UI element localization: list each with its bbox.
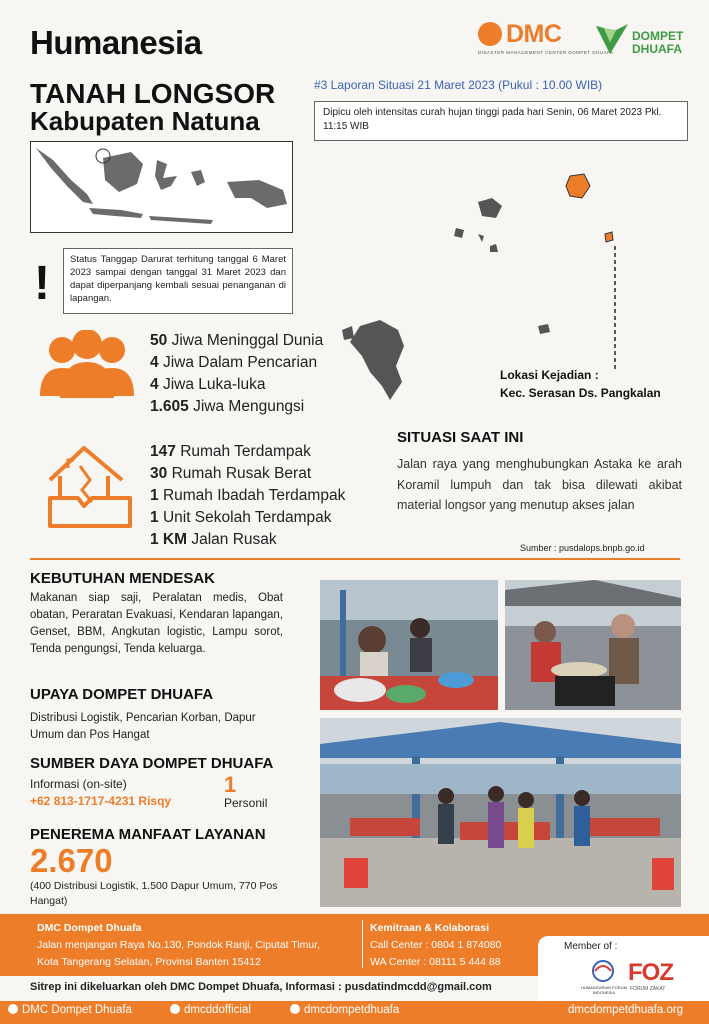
- damage-item: 1 KM Jalan Rusak: [150, 531, 277, 548]
- casualty-item: 50 Jiwa Meninggal Dunia: [150, 332, 324, 349]
- instagram-link[interactable]: dmcdompetdhuafa: [290, 1004, 399, 1016]
- hfi-logo: HUMANITARIAN FORUM INDONESIA: [578, 957, 628, 997]
- upaya-heading: UPAYA DOMPET DHUAFA: [30, 686, 214, 703]
- footer-divider: [362, 920, 363, 968]
- damage-item: 1 Unit Sekolah Terdampak: [150, 509, 332, 526]
- humanesia-logo: Humanesia: [30, 24, 202, 61]
- penerima-detail: (400 Distribusi Logistik, 1.500 Dapur Umum, 770 Pos Hangat): [30, 880, 278, 907]
- damage-item: 147 Rumah Terdampak: [150, 443, 311, 460]
- people-icon: [36, 330, 138, 398]
- facebook-link[interactable]: DMC Dompet Dhuafa: [8, 1004, 132, 1016]
- photo-shelter: [320, 718, 681, 907]
- sitrep-note: Sitrep ini dikeluarkan oleh DMC Dompet Dhuafa, Informasi : pusdatindmcdd@gmail.com: [30, 981, 492, 993]
- foz-logo: FOZ: [628, 959, 673, 986]
- kebutuhan-heading: KEBUTUHAN MENDESAK: [30, 570, 216, 587]
- status-box: Status Tanggap Darurat terhitung tanggal 6 Maret 2023 sampai dengan tanggal 31 Maret 2023 dan dapat diperpanjang kembali sesuai penanganan di lapangan.: [63, 248, 293, 314]
- casualty-item: 4 Jiwa Dalam Pencarian: [150, 354, 318, 371]
- dompet-dhuafa-icon: [594, 22, 630, 58]
- footer-address: DMC Dompet Dhuafa Jalan menjangan Raya No.130, Pondok Ranji, Ciputat Timur, Kota Tangerang Selatan, Provinsi Banten 15412: [37, 922, 321, 968]
- divider: [30, 558, 680, 560]
- dmc-logo: [478, 20, 614, 60]
- dmc-logo-text: DMC: [506, 20, 562, 48]
- dmc-logo-subtitle: DISASTER MANAGEMENT CENTER DOMPET DHUAFA: [478, 50, 614, 55]
- source-label: Sumber : pusdalops.bnpb.go.id: [520, 543, 645, 553]
- personnel-count: 1: [224, 772, 237, 797]
- situasi-text: Jalan raya yang menghubungkan Astaka ke arah Koramil lumpuh dan tak bisa dilewati akibat material longsor yang menutup akses jalan: [397, 457, 682, 512]
- personnel-label: Personil: [224, 796, 268, 810]
- casualty-item: 4 Jiwa Luka-luka: [150, 376, 266, 393]
- upaya-text: Distribusi Logistik, Pencarian Korban, Dapur Umum dan Pos Hangat: [30, 712, 256, 741]
- member-of-label: Member of :: [564, 941, 618, 952]
- dd-logo-text-2: DHUAFA: [632, 42, 682, 56]
- penerima-total: 2.670: [30, 842, 113, 879]
- dmc-logo-icon: [478, 22, 502, 46]
- photo-kitchen: [505, 580, 681, 710]
- damage-item: 30 Rumah Rusak Berat: [150, 465, 312, 482]
- indonesia-map: [30, 141, 293, 233]
- situasi-heading: SITUASI SAAT INI: [397, 429, 524, 446]
- damage-list: [150, 441, 345, 551]
- title-line-2: Kabupaten Natuna: [30, 106, 260, 136]
- report-label: #3 Laporan Situasi 21 Maret 2023 (Pukul : 10.00 WIB): [314, 78, 603, 92]
- damaged-house-icon: [44, 440, 136, 530]
- facebook-icon: [8, 1004, 18, 1014]
- casualty-item: 1.605 Jiwa Mengungsi: [150, 398, 305, 415]
- sumber-daya-info-label: Informasi (on-site): [30, 777, 127, 791]
- sumber-daya-heading: SUMBER DAYA DOMPET DHUAFA: [30, 755, 274, 772]
- indonesia-map-graphic: [31, 142, 294, 234]
- twitter-icon: [170, 1004, 180, 1014]
- contact-phone-link[interactable]: +62 813-1717-4231 Risqy: [30, 794, 172, 808]
- footer-contact: Kemitraan & Kolaborasi Call Center : 0804 1 874080 WA Center : 08111 5 444 88: [370, 922, 502, 968]
- photo-cooking: [320, 580, 498, 710]
- dd-logo-text-1: DOMPET: [632, 29, 684, 43]
- foz-subtitle: FORUM ZAKAT: [630, 986, 666, 992]
- warning-exclamation-icon: !: [34, 257, 50, 310]
- trigger-box: Dipicu oleh intensitas curah hujan tinggi pada hari Senin, 06 Maret 2023 Pkl. 11:15 WIB: [314, 101, 688, 141]
- dompet-dhuafa-logo: [594, 22, 694, 62]
- damage-item: 1 Rumah Ibadah Terdampak: [150, 487, 346, 504]
- title-line-1: TANAH LONGSOR: [30, 78, 276, 109]
- location-label: Lokasi Kejadian : Kec. Serasan Ds. Pangkalan: [500, 368, 661, 400]
- casualty-list: [150, 330, 323, 418]
- penerima-heading: PENEREMA MANFAAT LAYANAN: [30, 826, 266, 843]
- instagram-icon: [290, 1004, 300, 1014]
- twitter-link[interactable]: dmcddofficial: [170, 1004, 251, 1016]
- website-link[interactable]: dmcdompetdhuafa.org: [568, 1004, 684, 1016]
- kebutuhan-text: Makanan siap saji, Peralatan medis, Obat obatan, Peraratan Evakuasi, Kendaran lapangan, Genset, BBM, Angkutan logistic, Lampu sorot, Tenda pengungsi, Tenda keluarga.: [30, 592, 283, 655]
